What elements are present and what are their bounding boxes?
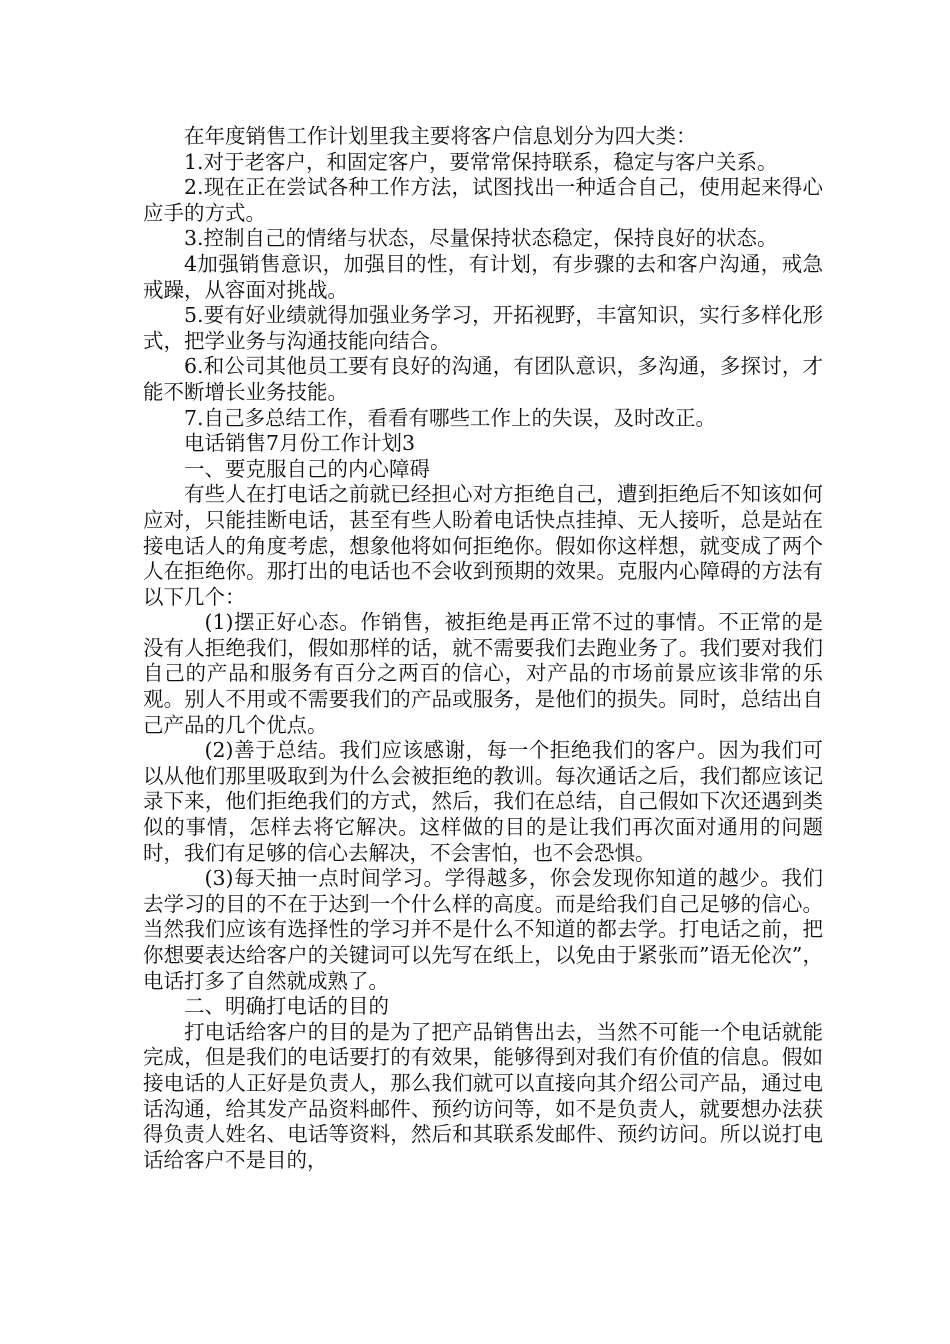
- paragraph-item-6: 6.和公司其他员工要有良好的沟通，有团队意识，多沟通，多探讨，才能不断增长业务技能。: [143, 354, 823, 404]
- paragraph-item-7: 7.自己多总结工作，看看有哪些工作上的失误，及时改正。: [184, 405, 717, 430]
- paragraph-purpose: 打电话给客户的目的是为了把产品销售出去，当然不可能一个电话就能完成，但是我们的电话要打的有效果，能够得到对我们有价值的信息。假如接电话的人正好是负责人，那么我们就可以直接向其介绍公司产品，通过电话沟通，给其发产品资料邮件、预约访问等，如不是负责人，就要想办法获得负责人姓名、电话等资料，然后和其联系发邮件、预约访问。所以说打电话给客户不是目的，: [143, 1019, 823, 1172]
- heading-part-2: 二、明确打电话的目的: [184, 994, 389, 1019]
- paragraph-item-5: 5.要有好业绩就得加强业务学习，开拓视野，丰富知识，实行多样化形式，把学业务与沟通技能向结合。: [143, 303, 823, 353]
- paragraph-obstacle: 有些人在打电话之前就已经担心对方拒绝自己，遭到拒绝后不知该如何应对，只能挂断电话，甚至有些人盼着电话快点挂掉、无人接听，总是站在接电话人的角度考虑，想象他将如何拒绝你。假如你这样想，就变成了两个人在拒绝你。那打出的电话也不会收到预期的效果。克服内心障碍的方法有以下几个：: [143, 482, 823, 609]
- paragraph-item-2: 2.现在正在尝试各种工作方法，试图找出一种适合自己，使用起来得心应手的方式。: [143, 175, 823, 225]
- paragraph-item-4: 4加强销售意识，加强目的性，有计划，有步骤的去和客户沟通，戒急戒躁，从容面对挑战。: [143, 251, 823, 302]
- paragraph-point-1: (1)摆正好心态。作销售，被拒绝是再正常不过的事情。不正常的是没有人拒绝我们，假如那样的话，就不需要我们去跑业务了。我们要对我们自己的产品和服务有百分之两百的信心，对产品的市场前景应该非常的乐观。别人不用或不需要我们的产品或服务，是他们的损失。同时，总结出自己产品的几个优点。: [143, 610, 823, 737]
- paragraph-point-3: (3)每天抽一点时间学习。学得越多，你会发现你知道的越少。我们去学习的目的不在于达到一个什么样的高度。而是给我们自己足够的信心。当然我们应该有选择性的学习并不是什么不知道的都去学。打电话之前，把你想要表达给客户的关键词可以先写在纸上，以免由于紧张而”语无伦次”，电话打多了自然就成熟了。: [143, 866, 823, 993]
- paragraph-item-3: 3.控制自己的情绪与状态，尽量保持状态稳定，保持良好的状态。: [184, 226, 778, 251]
- paragraph-item-1: 1.对于老客户，和固定客户，要常常保持联系，稳定与客户关系。: [184, 149, 778, 174]
- document-page: [143, 124, 823, 1173]
- section-title: 电话销售7月份工作计划3: [184, 431, 416, 456]
- heading-part-1: 一、要克服自己的内心障碍: [184, 456, 430, 481]
- paragraph-point-2: (2)善于总结。我们应该感谢，每一个拒绝我们的客户。因为我们可以从他们那里吸取到为什么会被拒绝的教训。每次通话之后，我们都应该记录下来，他们拒绝我们的方式，然后，我们在总结，自己假如下次还遇到类似的事情，怎样去将它解决。这样做的目的是让我们再次面对通用的问题时，我们有足够的信心去解决，不会害怕，也不会恐惧。: [143, 738, 823, 865]
- paragraph-intro: 在年度销售工作计划里我主要将客户信息划分为四大类：: [184, 124, 697, 148]
